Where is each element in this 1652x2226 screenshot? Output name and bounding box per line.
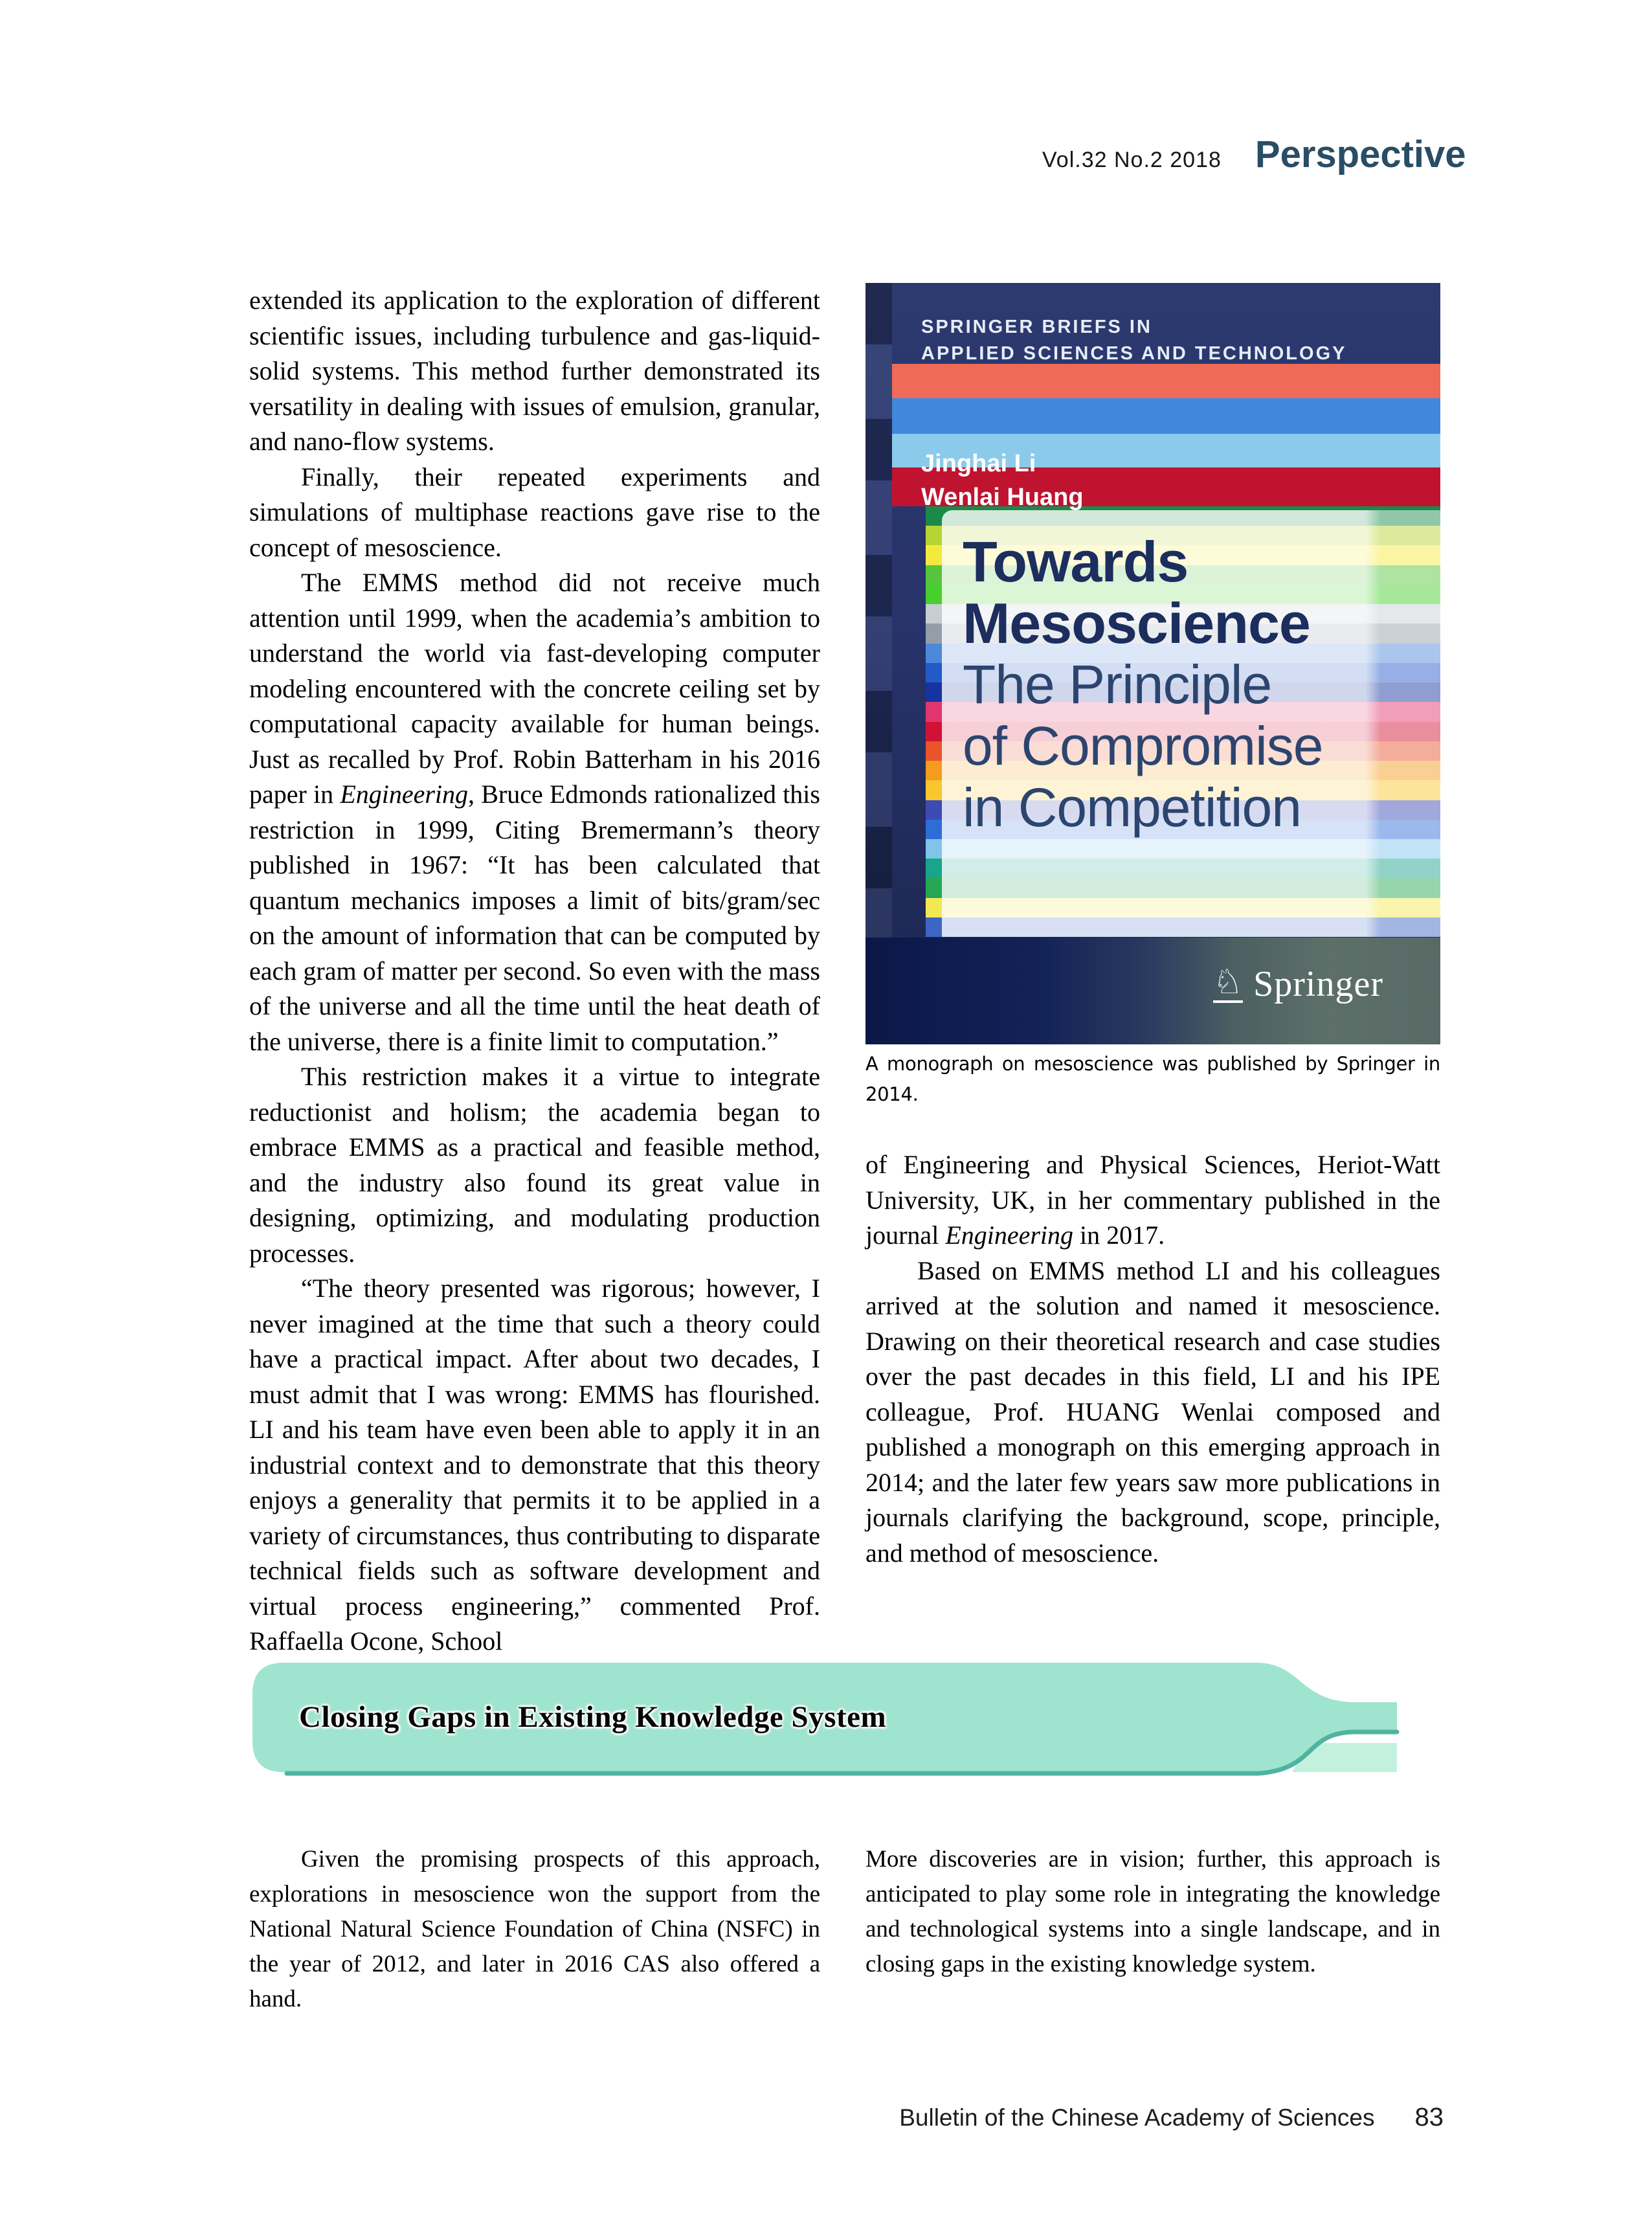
text-run: , Bruce Edmonds rationalized this restriction in 1999, Citing Bremermann’s theory published in 1967: “It has been calculated that quantum mechanics imposes a limit of bits/gram/sec on the amount of information that can be computed by each gram of matter per second. So even with the mass of the universe and all the time until the heat death of the universe, there is a finite limit to computation.” bbox=[249, 780, 820, 1056]
author-name: Jinghai Li bbox=[921, 450, 1036, 477]
footer-journal-name: Bulletin of the Chinese Academy of Sciences bbox=[899, 2104, 1375, 2131]
book-subtitle-line: The Principle bbox=[963, 654, 1272, 715]
series-line: APPLIED SCIENCES AND TECHNOLOGY bbox=[921, 343, 1347, 364]
text-run: in 2017. bbox=[1073, 1220, 1165, 1250]
paragraph bbox=[249, 1842, 820, 2017]
page-footer bbox=[899, 2103, 1444, 2132]
text-run: of Engineering and Physical Sciences, Heriot-Watt University, UK, in her commentary published in the journal bbox=[865, 1150, 1440, 1250]
text-run: More discoveries are in vision; further, this approach is anticipated to play some role in integrating the knowledge and technological systems into a single landscape, and in closing gaps in the existing knowledge system. bbox=[865, 1846, 1440, 1977]
book-title-line: Mesoscience bbox=[963, 591, 1310, 655]
series-line: SPRINGER BRIEFS IN bbox=[921, 317, 1152, 337]
cover-stripe bbox=[892, 398, 1440, 434]
book-title-line: Towards bbox=[963, 530, 1189, 594]
book-series-title bbox=[921, 314, 1346, 367]
paragraph bbox=[249, 460, 820, 566]
book-cover bbox=[865, 283, 1440, 1044]
paragraph bbox=[249, 565, 820, 1059]
paragraph bbox=[865, 1254, 1440, 1571]
right-column bbox=[865, 1147, 1440, 1571]
paragraph bbox=[865, 1147, 1440, 1254]
bottom-left-column bbox=[249, 1842, 820, 2017]
springer-wordmark: Springer bbox=[1253, 964, 1383, 1004]
paragraph bbox=[249, 1059, 820, 1271]
left-column bbox=[249, 283, 820, 1659]
section-banner bbox=[249, 1654, 1444, 1784]
book-title bbox=[963, 531, 1323, 838]
book-subtitle-line: in Competition bbox=[963, 777, 1301, 838]
text-run: extended its application to the exploration of different scientific issues, including turbulence and gas-liquid-solid systems. This method further demonstrated its versatility in dealing with issues of emulsion, granular, and nano-flow systems. bbox=[249, 286, 820, 456]
springer-knight-icon: ♘ bbox=[1212, 963, 1244, 1002]
book-subtitle-line: of Compromise bbox=[963, 715, 1323, 776]
cover-bottom-band bbox=[865, 938, 1440, 1044]
banner-title: Closing Gaps in Existing Knowledge System bbox=[299, 1700, 887, 1734]
text-run: Finally, their repeated experiments and simulations of multiphase reactions gave rise to the concept of mesoscience. bbox=[249, 462, 820, 562]
text-run: Given the promising prospects of this approach, explorations in mesoscience won the support from the National Natural Science Foundation of China (NSFC) in the year of 2012, and later in 2016 CAS also offered a hand. bbox=[249, 1846, 820, 2012]
author-name: Wenlai Huang bbox=[921, 484, 1084, 511]
springer-logo bbox=[1213, 963, 1383, 1005]
bottom-right-column bbox=[865, 1842, 1440, 1982]
cover-edge-strip bbox=[865, 283, 892, 938]
section-logo: Perspective bbox=[1255, 133, 1466, 175]
cover-stripe bbox=[892, 364, 1440, 398]
issue-info: Vol.32 No.2 2018 bbox=[1042, 148, 1222, 172]
paragraph bbox=[249, 1271, 820, 1659]
book-authors bbox=[921, 447, 1084, 514]
text-run: The EMMS method did not receive much attention until 1999, when the academia’s ambition to understand the world via fast-developing computer modeling encountered with the concrete ceiling set by computational capacity available for human beings. Just as recalled by Prof. Robin Batterham in his 2016 paper in bbox=[249, 568, 820, 809]
paragraph bbox=[249, 283, 820, 460]
italic-text: Engineering bbox=[340, 780, 469, 809]
paragraph bbox=[865, 1842, 1440, 1982]
text-run: This restriction makes it a virtue to integrate reductionist and holism; the academia began to embrace EMMS as a practical and feasible method, and the industry also found its great value in designing, optimizing, and modulating production processes. bbox=[249, 1062, 820, 1268]
italic-text: Engineering bbox=[945, 1220, 1074, 1250]
text-run: Based on EMMS method LI and his colleagues arrived at the solution and named it mesoscience. Drawing on their theoretical research and case studies over the past decades in this field, LI and his IPE colleague, Prof. HUANG Wenlai composed and published a monograph on this emerging approach in 2014; and the later few years saw more publications in journals clarifying the background, scope, principle, and method of mesoscience. bbox=[865, 1255, 1440, 1568]
footer-page-number: 83 bbox=[1414, 2103, 1444, 2131]
figure-caption: A monograph on mesoscience was published by Springer in 2014. bbox=[865, 1053, 1440, 1105]
page-header bbox=[1042, 133, 1466, 176]
text-run: “The theory presented was rigorous; however, I never imagined at the time that such a theory could have a practical impact. After about two decades, I must admit that I was wrong: EMMS has flourished. LI and his team have even been able to apply it in an industrial context and to demonstrate that this theory enjoys a generality that permits it to be applied in a variety of circumstances, thus contributing to disparate technical fields such as software development and virtual process engineering,” commented Prof. Raffaella Ocone, School bbox=[249, 1274, 820, 1656]
